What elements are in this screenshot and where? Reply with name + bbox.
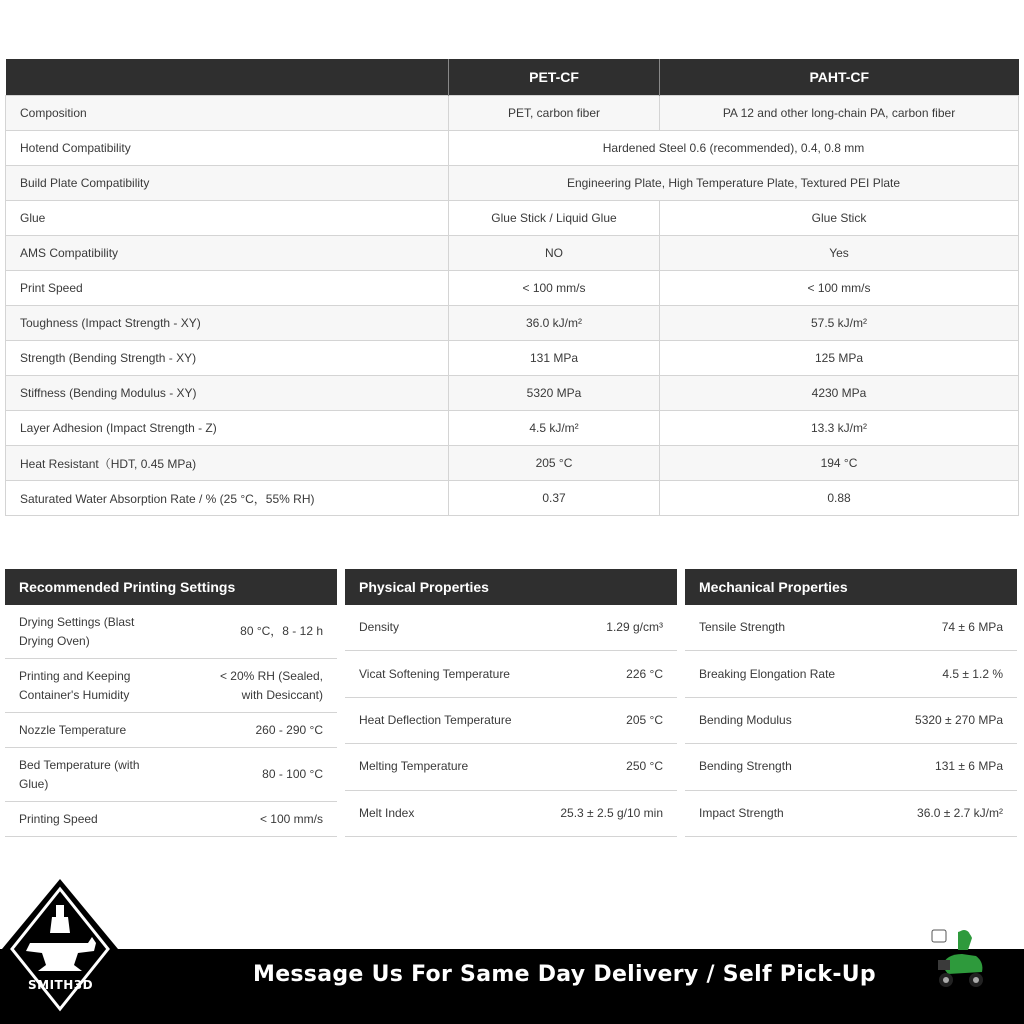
row-label: Layer Adhesion (Impact Strength - Z) xyxy=(6,411,449,446)
physical-properties-title: Physical Properties xyxy=(345,569,677,605)
row-label: Composition xyxy=(6,96,449,131)
row-label: Saturated Water Absorption Rate / % (25 °C，55% RH) xyxy=(6,481,449,516)
header-blank xyxy=(6,59,449,96)
property-value: 74 ± 6 MPa xyxy=(941,620,1003,635)
pet-cf-value: NO xyxy=(449,236,660,271)
pet-cf-value: 205 °C xyxy=(449,446,660,481)
property-label: Tensile Strength xyxy=(699,620,786,635)
property-label: Impact Strength xyxy=(699,805,784,820)
paht-cf-value: Yes xyxy=(660,236,1019,271)
table-row xyxy=(6,236,1019,271)
pet-cf-value: 131 MPa xyxy=(449,341,660,376)
property-label: Melting Temperature xyxy=(359,759,469,774)
list-item xyxy=(345,791,677,837)
pet-cf-value: Glue Stick / Liquid Glue xyxy=(449,201,660,236)
pet-cf-value: < 100 mm/s xyxy=(449,271,660,306)
paht-cf-value: PA 12 and other long-chain PA, carbon fiber xyxy=(660,96,1019,131)
property-value: 36.0 ± 2.7 kJ/m² xyxy=(917,805,1003,820)
property-label: Bending Strength xyxy=(699,759,792,774)
property-label: Melt Index xyxy=(359,805,415,820)
property-label: Bending Modulus xyxy=(699,712,792,727)
row-label: Stiffness (Bending Modulus - XY) xyxy=(6,376,449,411)
table-row xyxy=(6,201,1019,236)
setting-label: Nozzle Temperature xyxy=(19,722,127,737)
property-value: 250 °C xyxy=(626,759,663,774)
setting-label: Drying Settings (Blast Drying Oven) xyxy=(19,614,135,648)
shared-value: Engineering Plate, High Temperature Plate, Textured PEI Plate xyxy=(449,166,1019,201)
row-label: Strength (Bending Strength - XY) xyxy=(6,341,449,376)
setting-label: Printing and Keeping Container's Humidity xyxy=(19,668,131,702)
row-label: Print Speed xyxy=(6,271,449,306)
row-label: Glue xyxy=(6,201,449,236)
scooter-icon xyxy=(928,926,988,994)
paht-cf-value: < 100 mm/s xyxy=(660,271,1019,306)
list-item xyxy=(5,605,337,659)
table-row xyxy=(6,481,1019,516)
pet-cf-value: 5320 MPa xyxy=(449,376,660,411)
list-item xyxy=(345,698,677,744)
setting-value: 260 - 290 °C xyxy=(255,722,323,737)
property-value: 1.29 g/cm³ xyxy=(606,620,663,635)
row-label: AMS Compatibility xyxy=(6,236,449,271)
mechanical-properties-panel xyxy=(685,569,1017,837)
list-item xyxy=(685,744,1017,790)
anvil-logo-icon xyxy=(0,877,120,1024)
pet-cf-value: 4.5 kJ/m² xyxy=(449,411,660,446)
paht-cf-value: 194 °C xyxy=(660,446,1019,481)
property-value: 205 °C xyxy=(626,712,663,727)
pet-cf-value: 36.0 kJ/m² xyxy=(449,306,660,341)
brand-name: SMITH3D xyxy=(28,978,94,992)
list-item xyxy=(685,791,1017,837)
setting-value: 80 °C，8 - 12 h xyxy=(240,624,323,638)
table-row xyxy=(6,166,1019,201)
paht-cf-value: 13.3 kJ/m² xyxy=(660,411,1019,446)
comparison-table xyxy=(5,59,1019,516)
paht-cf-value: 57.5 kJ/m² xyxy=(660,306,1019,341)
table-row xyxy=(6,96,1019,131)
table-row xyxy=(6,306,1019,341)
property-label: Vicat Softening Temperature xyxy=(359,666,510,681)
property-value: 5320 ± 270 MPa xyxy=(915,712,1003,727)
physical-properties-panel xyxy=(345,569,677,837)
setting-value: 80 - 100 °C xyxy=(262,767,323,781)
property-value: 4.5 ± 1.2 % xyxy=(942,666,1003,681)
paht-cf-value: 125 MPa xyxy=(660,341,1019,376)
footer-banner xyxy=(0,949,1024,1024)
shared-value: Hardened Steel 0.6 (recommended), 0.4, 0.8 mm xyxy=(449,131,1019,166)
property-label: Density xyxy=(359,620,400,635)
paht-cf-value: 0.88 xyxy=(660,481,1019,516)
property-label: Breaking Elongation Rate xyxy=(699,666,836,681)
printing-settings-panel xyxy=(5,569,337,837)
pet-cf-value: PET, carbon fiber xyxy=(449,96,660,131)
list-item xyxy=(345,744,677,790)
table-row xyxy=(6,341,1019,376)
setting-label: Printing Speed xyxy=(19,811,98,826)
property-value: 25.3 ± 2.5 g/10 min xyxy=(560,805,663,820)
list-item xyxy=(5,802,337,837)
row-label: Heat Resistant（HDT, 0.45 MPa) xyxy=(6,446,449,481)
list-item xyxy=(5,748,337,802)
property-label: Heat Deflection Temperature xyxy=(359,712,512,727)
table-header-row xyxy=(6,59,1019,96)
header-paht-cf: PAHT-CF xyxy=(660,59,1019,96)
row-label: Toughness (Impact Strength - XY) xyxy=(6,306,449,341)
setting-value: < 100 mm/s xyxy=(259,811,323,826)
paht-cf-value: Glue Stick xyxy=(660,201,1019,236)
header-pet-cf: PET-CF xyxy=(449,59,660,96)
table-row xyxy=(6,131,1019,166)
row-label: Build Plate Compatibility xyxy=(6,166,449,201)
printing-settings-title: Recommended Printing Settings xyxy=(5,569,337,605)
list-item xyxy=(5,659,337,713)
property-value: 131 ± 6 MPa xyxy=(935,759,1003,774)
table-row xyxy=(6,376,1019,411)
list-item xyxy=(685,605,1017,651)
property-value: 226 °C xyxy=(626,666,663,681)
list-item xyxy=(345,651,677,697)
table-row xyxy=(6,446,1019,481)
row-label: Hotend Compatibility xyxy=(6,131,449,166)
paht-cf-value: 4230 MPa xyxy=(660,376,1019,411)
list-item xyxy=(685,698,1017,744)
delivery-message: Message Us For Same Day Delivery / Self Pick-Up xyxy=(253,962,876,987)
list-item xyxy=(345,605,677,651)
table-row xyxy=(6,271,1019,306)
mechanical-properties-title: Mechanical Properties xyxy=(685,569,1017,605)
setting-label: Bed Temperature (with Glue) xyxy=(19,757,140,791)
pet-cf-value: 0.37 xyxy=(449,481,660,516)
list-item xyxy=(5,713,337,748)
table-row xyxy=(6,411,1019,446)
list-item xyxy=(685,651,1017,697)
setting-value: < 20% RH (Sealed, with Desiccant) xyxy=(219,668,323,702)
